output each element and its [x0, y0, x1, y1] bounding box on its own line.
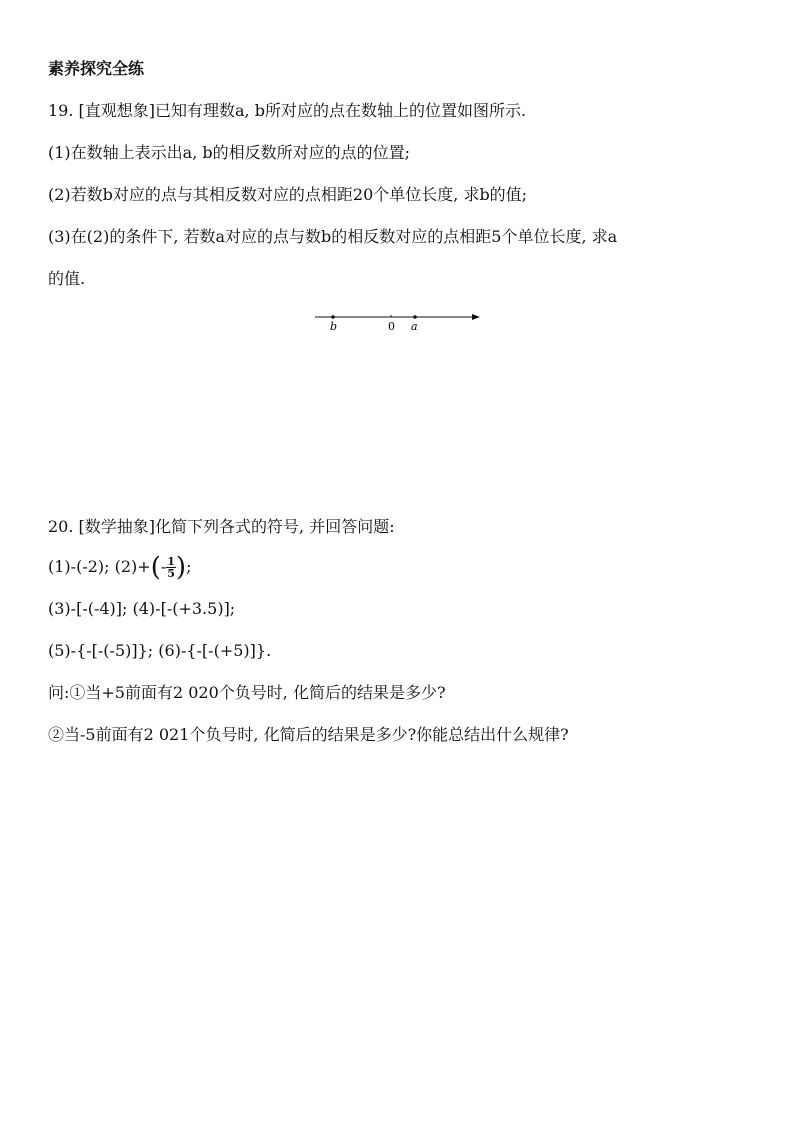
- question-19-part-1: (1)在数轴上表示出a, b的相反数所对应的点的位置;: [48, 143, 411, 162]
- label-a: a: [411, 320, 418, 333]
- question-19-part-3-line-2: 的值.: [48, 269, 86, 288]
- row-1-text: (1)-(-2); (2)+: [48, 557, 151, 576]
- left-paren: (: [150, 552, 161, 583]
- fraction-sign: -: [160, 557, 167, 576]
- question-20-row-1: [48, 552, 192, 583]
- right-paren: ): [175, 552, 187, 583]
- number-line: [310, 306, 490, 336]
- question-20-intro: 20. [数学抽象]化简下列各式的符号, 并回答问题:: [48, 517, 395, 536]
- label-zero: 0: [388, 320, 395, 333]
- row-1-end: ;: [186, 557, 192, 576]
- question-19-part-3-line-1: (3)在(2)的条件下, 若数a对应的点与数b的相反数对应的点相距5个单位长度, 求a: [48, 227, 618, 246]
- number-line-arrow: [472, 314, 480, 320]
- question-20-ask-1: 问:①当+5前面有2 020个负号时, 化简后的结果是多少?: [48, 683, 446, 702]
- section-title: 素养探究全练: [48, 59, 145, 78]
- question-20-row-3: (5)-{-[-(-5)]}; (6)-{-[-(+5)]}.: [48, 641, 272, 660]
- question-19-part-2: (2)若数b对应的点与其相反数对应的点相距20个单位长度, 求b的值;: [48, 185, 528, 204]
- point-b: [331, 315, 335, 319]
- fraction-denominator: 5: [167, 567, 175, 580]
- label-b: b: [330, 320, 338, 333]
- fraction-numerator: 1: [167, 555, 175, 568]
- point-a: [413, 315, 417, 319]
- question-20-ask-2: ②当-5前面有2 021个负号时, 化简后的结果是多少?你能总结出什么规律?: [48, 725, 569, 744]
- question-20-row-2: (3)-[-(-4)]; (4)-[-(+3.5)];: [48, 599, 236, 618]
- question-19-intro: 19. [直观想象]已知有理数a, b所对应的点在数轴上的位置如图所示.: [48, 101, 527, 120]
- fraction: [166, 556, 176, 579]
